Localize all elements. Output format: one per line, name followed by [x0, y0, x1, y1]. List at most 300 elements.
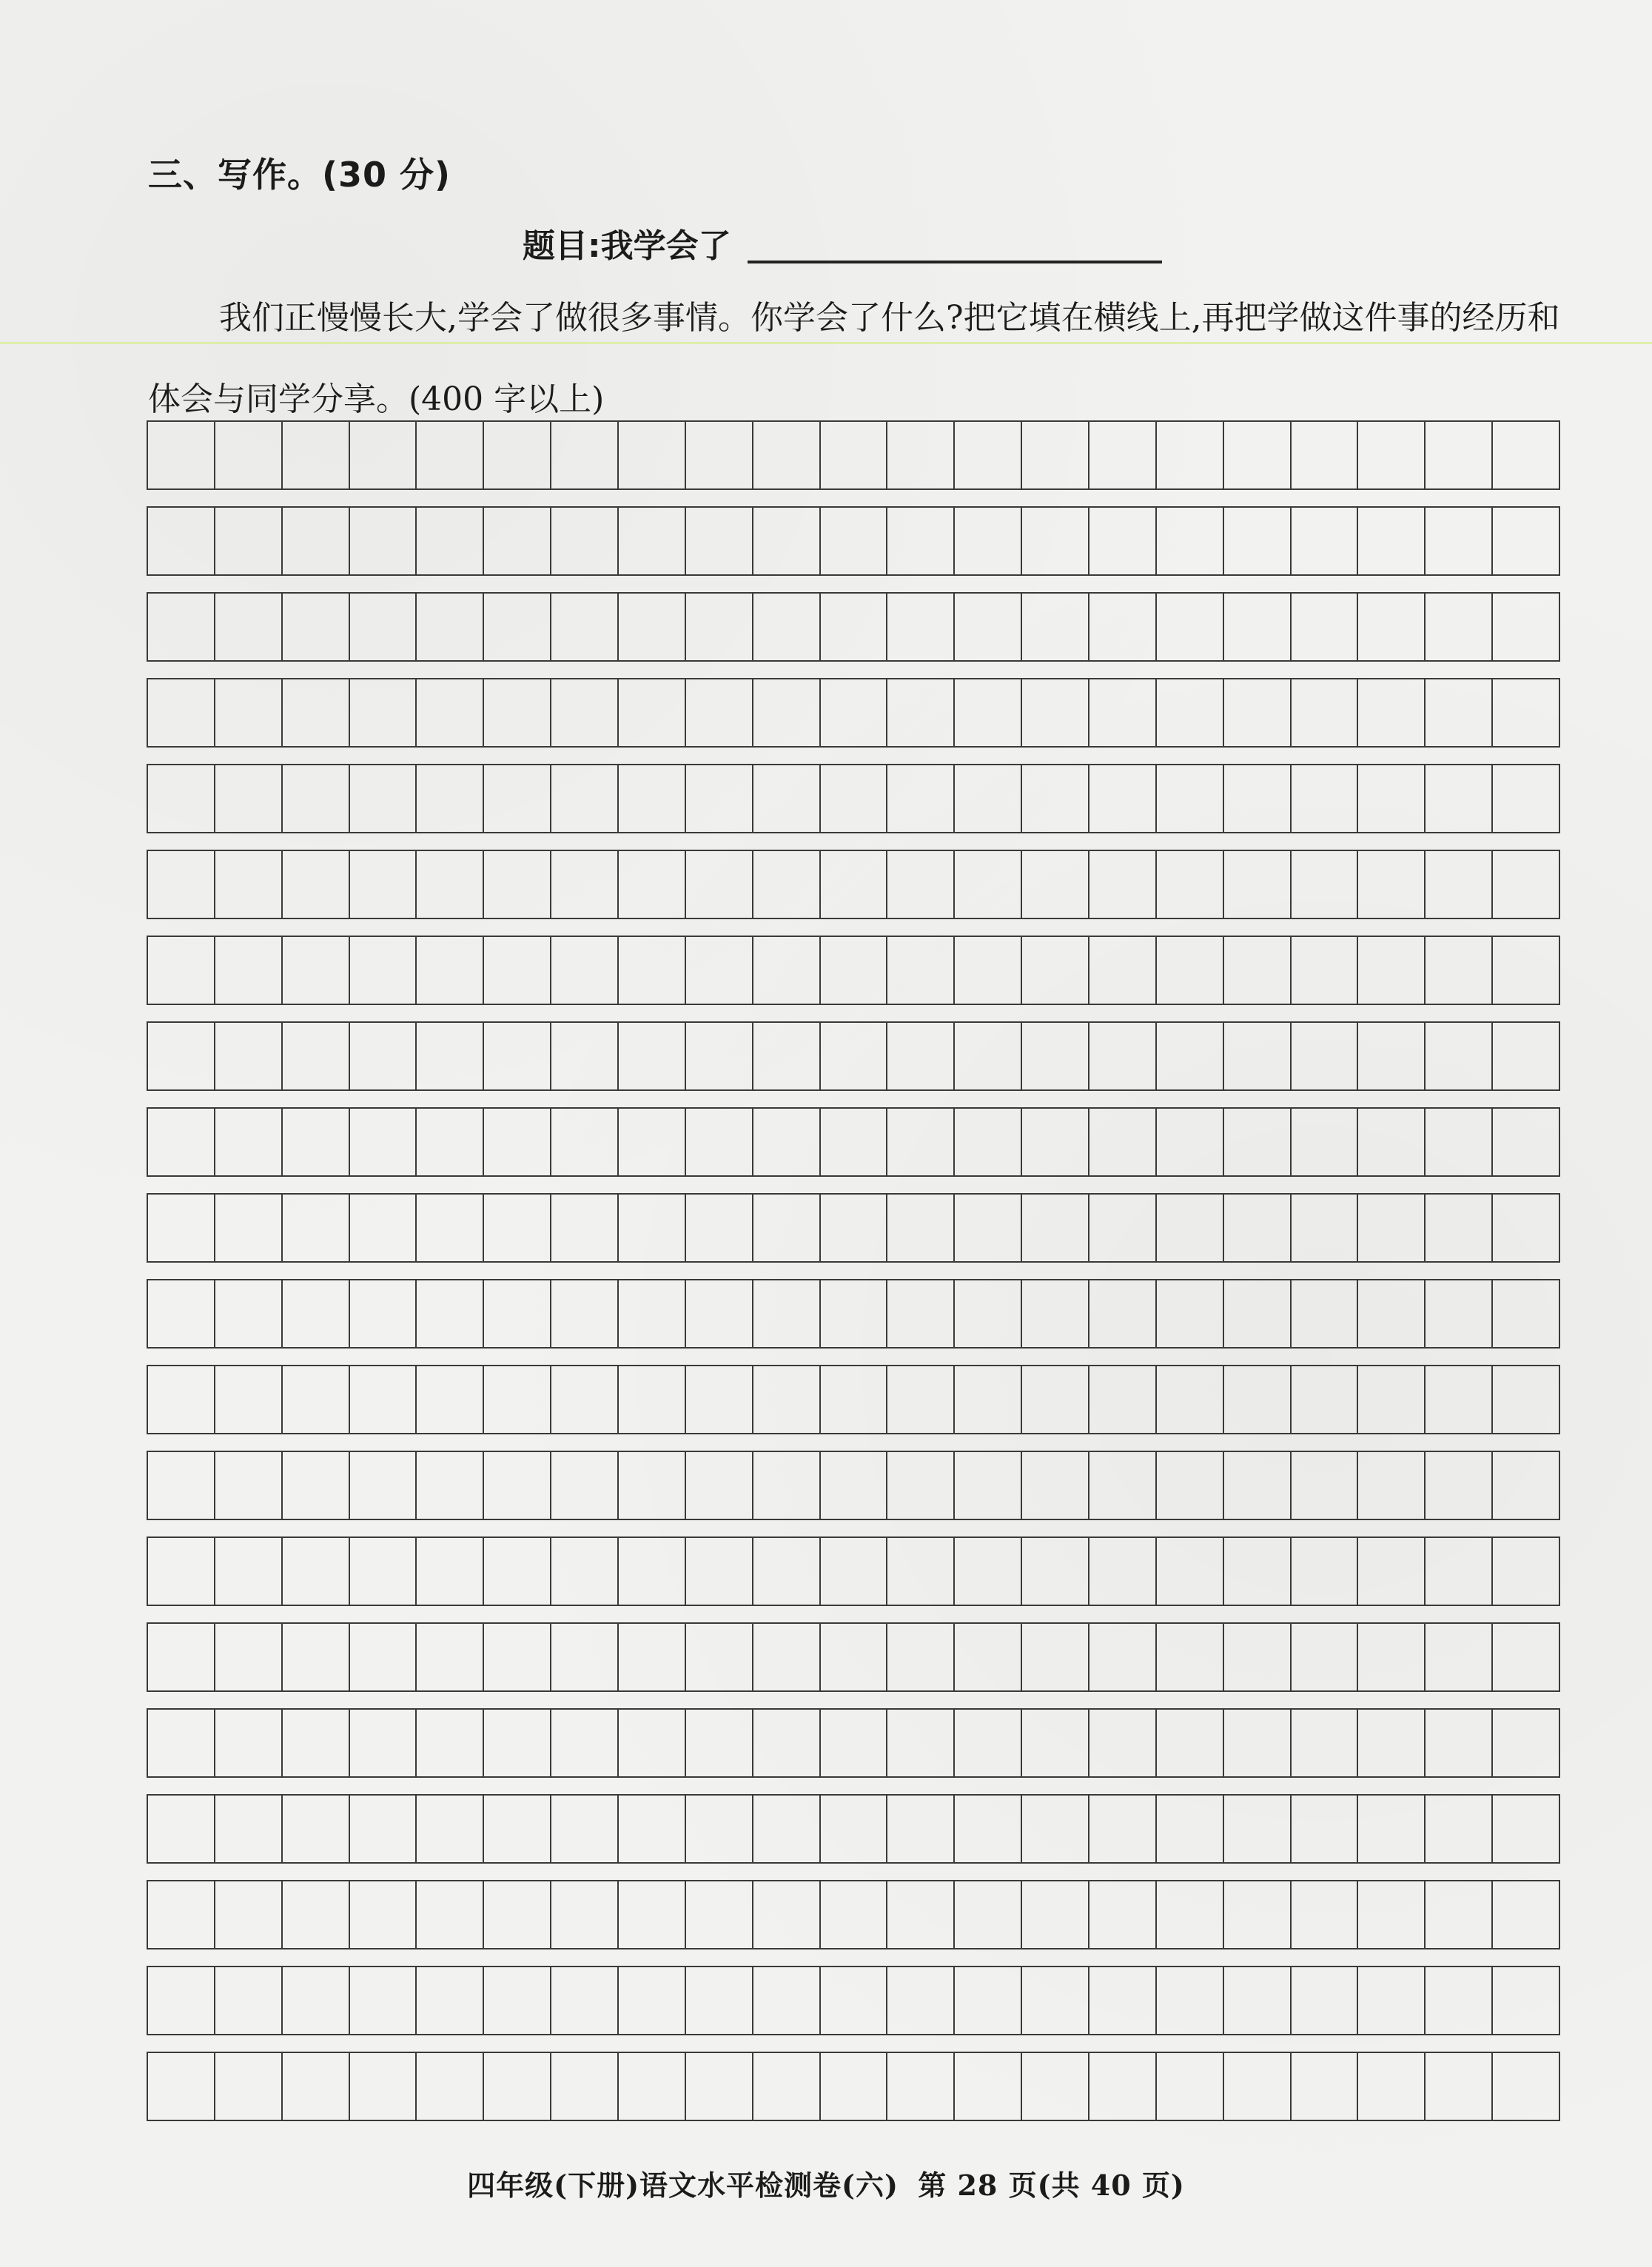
grid-cell[interactable]	[1022, 1624, 1089, 1690]
grid-cell[interactable]	[686, 851, 753, 918]
grid-cell[interactable]	[1493, 1967, 1559, 2034]
grid-cell[interactable]	[283, 2053, 350, 2120]
grid-cell[interactable]	[283, 1023, 350, 1089]
grid-cell[interactable]	[1493, 765, 1559, 832]
grid-cell[interactable]	[1292, 508, 1359, 574]
grid-cell[interactable]	[350, 1366, 417, 1433]
grid-cell[interactable]	[955, 2053, 1022, 2120]
grid-cell[interactable]	[148, 422, 215, 488]
grid-cell[interactable]	[1022, 851, 1089, 918]
grid-cell[interactable]	[1493, 1881, 1559, 1948]
grid-cell[interactable]	[148, 1796, 215, 1862]
grid-cell[interactable]	[753, 2053, 821, 2120]
grid-cell[interactable]	[350, 422, 417, 488]
grid-cell[interactable]	[484, 1538, 551, 1605]
grid-cell[interactable]	[1022, 422, 1089, 488]
grid-cell[interactable]	[887, 851, 955, 918]
grid-cell[interactable]	[1089, 508, 1157, 574]
grid-cell[interactable]	[887, 508, 955, 574]
grid-cell[interactable]	[955, 1796, 1022, 1862]
grid-cell[interactable]	[1426, 594, 1493, 660]
grid-cell[interactable]	[1022, 1710, 1089, 1776]
grid-cell[interactable]	[821, 1280, 888, 1347]
grid-cell[interactable]	[887, 1023, 955, 1089]
grid-cell[interactable]	[753, 1109, 821, 1175]
grid-cell[interactable]	[148, 1023, 215, 1089]
grid-cell[interactable]	[821, 1538, 888, 1605]
grid-cell[interactable]	[619, 1109, 686, 1175]
grid-cell[interactable]	[1224, 765, 1292, 832]
grid-cell[interactable]	[484, 422, 551, 488]
grid-cell[interactable]	[1493, 1452, 1559, 1519]
grid-cell[interactable]	[551, 422, 619, 488]
grid-cell[interactable]	[1089, 1538, 1157, 1605]
grid-cell[interactable]	[753, 594, 821, 660]
grid-cell[interactable]	[148, 1452, 215, 1519]
grid-cell[interactable]	[1358, 594, 1426, 660]
grid-cell[interactable]	[1493, 422, 1559, 488]
grid-cell[interactable]	[887, 422, 955, 488]
grid-cell[interactable]	[887, 1366, 955, 1433]
grid-cell[interactable]	[1493, 679, 1559, 746]
grid-cell[interactable]	[619, 422, 686, 488]
grid-cell[interactable]	[1292, 1796, 1359, 1862]
grid-cell[interactable]	[955, 1967, 1022, 2034]
grid-cell[interactable]	[283, 422, 350, 488]
grid-cell[interactable]	[686, 2053, 753, 2120]
grid-cell[interactable]	[1358, 1280, 1426, 1347]
grid-cell[interactable]	[955, 1023, 1022, 1089]
grid-cell[interactable]	[1157, 1796, 1224, 1862]
grid-cell[interactable]	[1493, 937, 1559, 1004]
grid-cell[interactable]	[821, 1452, 888, 1519]
grid-cell[interactable]	[1358, 765, 1426, 832]
grid-cell[interactable]	[887, 679, 955, 746]
grid-cell[interactable]	[1157, 422, 1224, 488]
grid-cell[interactable]	[1089, 1280, 1157, 1347]
grid-cell[interactable]	[417, 1624, 484, 1690]
grid-cell[interactable]	[1224, 1023, 1292, 1089]
grid-cell[interactable]	[484, 1280, 551, 1347]
grid-cell[interactable]	[1157, 1538, 1224, 1605]
grid-cell[interactable]	[1022, 937, 1089, 1004]
grid-cell[interactable]	[1292, 1366, 1359, 1433]
grid-cell[interactable]	[1157, 1023, 1224, 1089]
grid-cell[interactable]	[484, 1881, 551, 1948]
grid-cell[interactable]	[1157, 508, 1224, 574]
grid-cell[interactable]	[1157, 1452, 1224, 1519]
grid-cell[interactable]	[1022, 1109, 1089, 1175]
grid-cell[interactable]	[1224, 1538, 1292, 1605]
grid-cell[interactable]	[1089, 2053, 1157, 2120]
grid-cell[interactable]	[1224, 1881, 1292, 1948]
grid-cell[interactable]	[1493, 851, 1559, 918]
grid-cell[interactable]	[215, 679, 283, 746]
grid-cell[interactable]	[619, 508, 686, 574]
grid-cell[interactable]	[619, 765, 686, 832]
grid-cell[interactable]	[753, 1710, 821, 1776]
grid-cell[interactable]	[821, 679, 888, 746]
grid-cell[interactable]	[417, 679, 484, 746]
grid-cell[interactable]	[686, 1538, 753, 1605]
grid-cell[interactable]	[821, 1109, 888, 1175]
grid-cell[interactable]	[1426, 1624, 1493, 1690]
grid-cell[interactable]	[215, 1452, 283, 1519]
grid-cell[interactable]	[1493, 1538, 1559, 1605]
grid-cell[interactable]	[484, 2053, 551, 2120]
grid-cell[interactable]	[350, 765, 417, 832]
grid-cell[interactable]	[887, 1452, 955, 1519]
grid-cell[interactable]	[1089, 765, 1157, 832]
grid-cell[interactable]	[1426, 1796, 1493, 1862]
grid-cell[interactable]	[1224, 422, 1292, 488]
grid-cell[interactable]	[686, 1624, 753, 1690]
grid-cell[interactable]	[1157, 2053, 1224, 2120]
grid-cell[interactable]	[1292, 1452, 1359, 1519]
grid-cell[interactable]	[148, 851, 215, 918]
grid-cell[interactable]	[1493, 1109, 1559, 1175]
grid-cell[interactable]	[1089, 851, 1157, 918]
grid-cell[interactable]	[1292, 679, 1359, 746]
grid-cell[interactable]	[1224, 2053, 1292, 2120]
grid-cell[interactable]	[887, 1967, 955, 2034]
grid-cell[interactable]	[350, 1452, 417, 1519]
grid-cell[interactable]	[821, 2053, 888, 2120]
grid-cell[interactable]	[1089, 1710, 1157, 1776]
grid-cell[interactable]	[1426, 765, 1493, 832]
grid-cell[interactable]	[887, 1881, 955, 1948]
grid-cell[interactable]	[148, 1538, 215, 1605]
grid-cell[interactable]	[686, 679, 753, 746]
grid-cell[interactable]	[350, 1710, 417, 1776]
grid-cell[interactable]	[148, 1967, 215, 2034]
grid-cell[interactable]	[350, 679, 417, 746]
grid-cell[interactable]	[1224, 594, 1292, 660]
grid-cell[interactable]	[753, 679, 821, 746]
grid-cell[interactable]	[619, 937, 686, 1004]
grid-cell[interactable]	[283, 508, 350, 574]
grid-cell[interactable]	[1493, 1280, 1559, 1347]
grid-cell[interactable]	[753, 1796, 821, 1862]
grid-cell[interactable]	[215, 1280, 283, 1347]
grid-cell[interactable]	[1089, 1366, 1157, 1433]
grid-cell[interactable]	[1426, 1710, 1493, 1776]
grid-cell[interactable]	[753, 422, 821, 488]
grid-cell[interactable]	[417, 1109, 484, 1175]
grid-cell[interactable]	[619, 1366, 686, 1433]
grid-cell[interactable]	[484, 1710, 551, 1776]
grid-cell[interactable]	[1224, 679, 1292, 746]
grid-cell[interactable]	[955, 1710, 1022, 1776]
grid-cell[interactable]	[619, 1881, 686, 1948]
grid-cell[interactable]	[148, 937, 215, 1004]
grid-cell[interactable]	[148, 765, 215, 832]
grid-cell[interactable]	[1292, 594, 1359, 660]
grid-cell[interactable]	[1224, 1452, 1292, 1519]
grid-cell[interactable]	[551, 1967, 619, 2034]
grid-cell[interactable]	[955, 1538, 1022, 1605]
grid-cell[interactable]	[1089, 937, 1157, 1004]
grid-cell[interactable]	[283, 1366, 350, 1433]
grid-cell[interactable]	[148, 1624, 215, 1690]
grid-cell[interactable]	[551, 765, 619, 832]
grid-cell[interactable]	[1426, 851, 1493, 918]
grid-cell[interactable]	[283, 1195, 350, 1261]
grid-cell[interactable]	[686, 1452, 753, 1519]
grid-cell[interactable]	[1426, 1881, 1493, 1948]
grid-cell[interactable]	[484, 1195, 551, 1261]
grid-cell[interactable]	[1493, 2053, 1559, 2120]
grid-cell[interactable]	[350, 1023, 417, 1089]
grid-cell[interactable]	[350, 1796, 417, 1862]
grid-cell[interactable]	[417, 1280, 484, 1347]
grid-cell[interactable]	[1493, 1023, 1559, 1089]
grid-cell[interactable]	[821, 1023, 888, 1089]
grid-cell[interactable]	[1022, 1881, 1089, 1948]
grid-cell[interactable]	[887, 1195, 955, 1261]
grid-cell[interactable]	[753, 1195, 821, 1261]
grid-cell[interactable]	[215, 1710, 283, 1776]
grid-cell[interactable]	[955, 1366, 1022, 1433]
grid-cell[interactable]	[417, 1796, 484, 1862]
grid-cell[interactable]	[551, 851, 619, 918]
grid-cell[interactable]	[887, 2053, 955, 2120]
grid-cell[interactable]	[1292, 937, 1359, 1004]
grid-cell[interactable]	[1358, 1109, 1426, 1175]
grid-cell[interactable]	[821, 1195, 888, 1261]
grid-cell[interactable]	[215, 937, 283, 1004]
grid-cell[interactable]	[686, 1366, 753, 1433]
grid-cell[interactable]	[417, 422, 484, 488]
grid-cell[interactable]	[686, 1280, 753, 1347]
grid-cell[interactable]	[1292, 1538, 1359, 1605]
grid-cell[interactable]	[1022, 508, 1089, 574]
grid-cell[interactable]	[619, 1710, 686, 1776]
grid-cell[interactable]	[350, 1967, 417, 2034]
grid-cell[interactable]	[350, 937, 417, 1004]
grid-cell[interactable]	[1089, 1195, 1157, 1261]
grid-cell[interactable]	[821, 1710, 888, 1776]
grid-cell[interactable]	[215, 1195, 283, 1261]
grid-cell[interactable]	[1493, 1796, 1559, 1862]
grid-cell[interactable]	[821, 422, 888, 488]
grid-cell[interactable]	[551, 937, 619, 1004]
grid-cell[interactable]	[1089, 1967, 1157, 2034]
grid-cell[interactable]	[350, 1280, 417, 1347]
grid-cell[interactable]	[753, 1881, 821, 1948]
grid-cell[interactable]	[1157, 937, 1224, 1004]
grid-cell[interactable]	[1493, 1710, 1559, 1776]
grid-cell[interactable]	[1426, 1967, 1493, 2034]
grid-cell[interactable]	[551, 1023, 619, 1089]
grid-cell[interactable]	[1292, 1280, 1359, 1347]
grid-cell[interactable]	[821, 1366, 888, 1433]
grid-cell[interactable]	[283, 1538, 350, 1605]
grid-cell[interactable]	[148, 508, 215, 574]
grid-cell[interactable]	[887, 1710, 955, 1776]
grid-cell[interactable]	[417, 1967, 484, 2034]
grid-cell[interactable]	[955, 937, 1022, 1004]
grid-cell[interactable]	[484, 1366, 551, 1433]
grid-cell[interactable]	[551, 1280, 619, 1347]
grid-cell[interactable]	[1426, 1366, 1493, 1433]
grid-cell[interactable]	[148, 679, 215, 746]
grid-cell[interactable]	[955, 1195, 1022, 1261]
grid-cell[interactable]	[1358, 508, 1426, 574]
grid-cell[interactable]	[753, 1967, 821, 2034]
grid-cell[interactable]	[1157, 1366, 1224, 1433]
grid-cell[interactable]	[1358, 422, 1426, 488]
grid-cell[interactable]	[283, 594, 350, 660]
grid-cell[interactable]	[350, 2053, 417, 2120]
grid-cell[interactable]	[753, 1280, 821, 1347]
grid-cell[interactable]	[619, 1796, 686, 1862]
grid-cell[interactable]	[215, 1796, 283, 1862]
grid-cell[interactable]	[1426, 508, 1493, 574]
grid-cell[interactable]	[551, 1366, 619, 1433]
grid-cell[interactable]	[283, 1624, 350, 1690]
grid-cell[interactable]	[148, 1195, 215, 1261]
grid-cell[interactable]	[1426, 1023, 1493, 1089]
grid-cell[interactable]	[1224, 1710, 1292, 1776]
grid-cell[interactable]	[1292, 1710, 1359, 1776]
topic-blank[interactable]	[748, 261, 1162, 263]
grid-cell[interactable]	[1224, 1195, 1292, 1261]
grid-cell[interactable]	[1493, 1366, 1559, 1433]
grid-cell[interactable]	[1157, 1967, 1224, 2034]
grid-cell[interactable]	[619, 594, 686, 660]
grid-cell[interactable]	[955, 594, 1022, 660]
grid-cell[interactable]	[821, 1796, 888, 1862]
grid-cell[interactable]	[753, 1538, 821, 1605]
grid-cell[interactable]	[753, 937, 821, 1004]
grid-cell[interactable]	[1157, 1710, 1224, 1776]
grid-cell[interactable]	[753, 851, 821, 918]
grid-cell[interactable]	[1157, 1624, 1224, 1690]
grid-cell[interactable]	[955, 765, 1022, 832]
grid-cell[interactable]	[1022, 765, 1089, 832]
grid-cell[interactable]	[686, 1023, 753, 1089]
writing-grid[interactable]	[147, 420, 1560, 2121]
grid-cell[interactable]	[283, 1109, 350, 1175]
grid-cell[interactable]	[753, 1452, 821, 1519]
grid-cell[interactable]	[484, 851, 551, 918]
grid-cell[interactable]	[1022, 1452, 1089, 1519]
grid-cell[interactable]	[1358, 937, 1426, 1004]
grid-cell[interactable]	[753, 508, 821, 574]
grid-cell[interactable]	[350, 1109, 417, 1175]
grid-cell[interactable]	[1493, 594, 1559, 660]
grid-cell[interactable]	[350, 1881, 417, 1948]
grid-cell[interactable]	[1426, 937, 1493, 1004]
grid-cell[interactable]	[1292, 1967, 1359, 2034]
grid-cell[interactable]	[1426, 1280, 1493, 1347]
grid-cell[interactable]	[1358, 1366, 1426, 1433]
grid-cell[interactable]	[955, 508, 1022, 574]
grid-cell[interactable]	[350, 1195, 417, 1261]
grid-cell[interactable]	[417, 1195, 484, 1261]
grid-cell[interactable]	[417, 851, 484, 918]
grid-cell[interactable]	[551, 594, 619, 660]
grid-cell[interactable]	[417, 1881, 484, 1948]
grid-cell[interactable]	[148, 2053, 215, 2120]
grid-cell[interactable]	[350, 508, 417, 574]
grid-cell[interactable]	[417, 508, 484, 574]
grid-cell[interactable]	[484, 594, 551, 660]
grid-cell[interactable]	[215, 2053, 283, 2120]
grid-cell[interactable]	[1292, 1023, 1359, 1089]
grid-cell[interactable]	[1022, 1538, 1089, 1605]
grid-cell[interactable]	[955, 1624, 1022, 1690]
grid-cell[interactable]	[283, 1710, 350, 1776]
grid-cell[interactable]	[350, 1624, 417, 1690]
grid-cell[interactable]	[686, 422, 753, 488]
grid-cell[interactable]	[283, 679, 350, 746]
grid-cell[interactable]	[821, 1967, 888, 2034]
grid-cell[interactable]	[1224, 508, 1292, 574]
grid-cell[interactable]	[1157, 1881, 1224, 1948]
grid-cell[interactable]	[417, 1710, 484, 1776]
grid-cell[interactable]	[215, 765, 283, 832]
grid-cell[interactable]	[148, 1280, 215, 1347]
grid-cell[interactable]	[283, 937, 350, 1004]
grid-cell[interactable]	[1358, 1195, 1426, 1261]
grid-cell[interactable]	[1224, 1280, 1292, 1347]
grid-cell[interactable]	[148, 594, 215, 660]
grid-cell[interactable]	[1292, 2053, 1359, 2120]
grid-cell[interactable]	[417, 1023, 484, 1089]
grid-cell[interactable]	[417, 1366, 484, 1433]
grid-cell[interactable]	[484, 1796, 551, 1862]
grid-cell[interactable]	[417, 2053, 484, 2120]
grid-cell[interactable]	[1292, 422, 1359, 488]
grid-cell[interactable]	[1022, 679, 1089, 746]
grid-cell[interactable]	[283, 1881, 350, 1948]
grid-cell[interactable]	[1493, 1624, 1559, 1690]
grid-cell[interactable]	[484, 765, 551, 832]
grid-cell[interactable]	[1358, 1881, 1426, 1948]
grid-cell[interactable]	[1224, 1366, 1292, 1433]
grid-cell[interactable]	[484, 937, 551, 1004]
grid-cell[interactable]	[686, 937, 753, 1004]
grid-cell[interactable]	[215, 1109, 283, 1175]
grid-cell[interactable]	[551, 1710, 619, 1776]
grid-cell[interactable]	[1224, 937, 1292, 1004]
grid-cell[interactable]	[955, 1109, 1022, 1175]
grid-cell[interactable]	[686, 1796, 753, 1862]
grid-cell[interactable]	[551, 1109, 619, 1175]
grid-cell[interactable]	[955, 422, 1022, 488]
grid-cell[interactable]	[1426, 1538, 1493, 1605]
grid-cell[interactable]	[1426, 422, 1493, 488]
grid-cell[interactable]	[1157, 1280, 1224, 1347]
grid-cell[interactable]	[484, 1624, 551, 1690]
grid-cell[interactable]	[1426, 2053, 1493, 2120]
grid-cell[interactable]	[215, 594, 283, 660]
grid-cell[interactable]	[619, 851, 686, 918]
grid-cell[interactable]	[619, 1967, 686, 2034]
grid-cell[interactable]	[215, 1023, 283, 1089]
grid-cell[interactable]	[1358, 1796, 1426, 1862]
grid-cell[interactable]	[1426, 1452, 1493, 1519]
grid-cell[interactable]	[484, 1452, 551, 1519]
grid-cell[interactable]	[955, 1881, 1022, 1948]
grid-cell[interactable]	[821, 851, 888, 918]
grid-cell[interactable]	[821, 1624, 888, 1690]
grid-cell[interactable]	[753, 765, 821, 832]
grid-cell[interactable]	[1358, 1452, 1426, 1519]
grid-cell[interactable]	[887, 1538, 955, 1605]
